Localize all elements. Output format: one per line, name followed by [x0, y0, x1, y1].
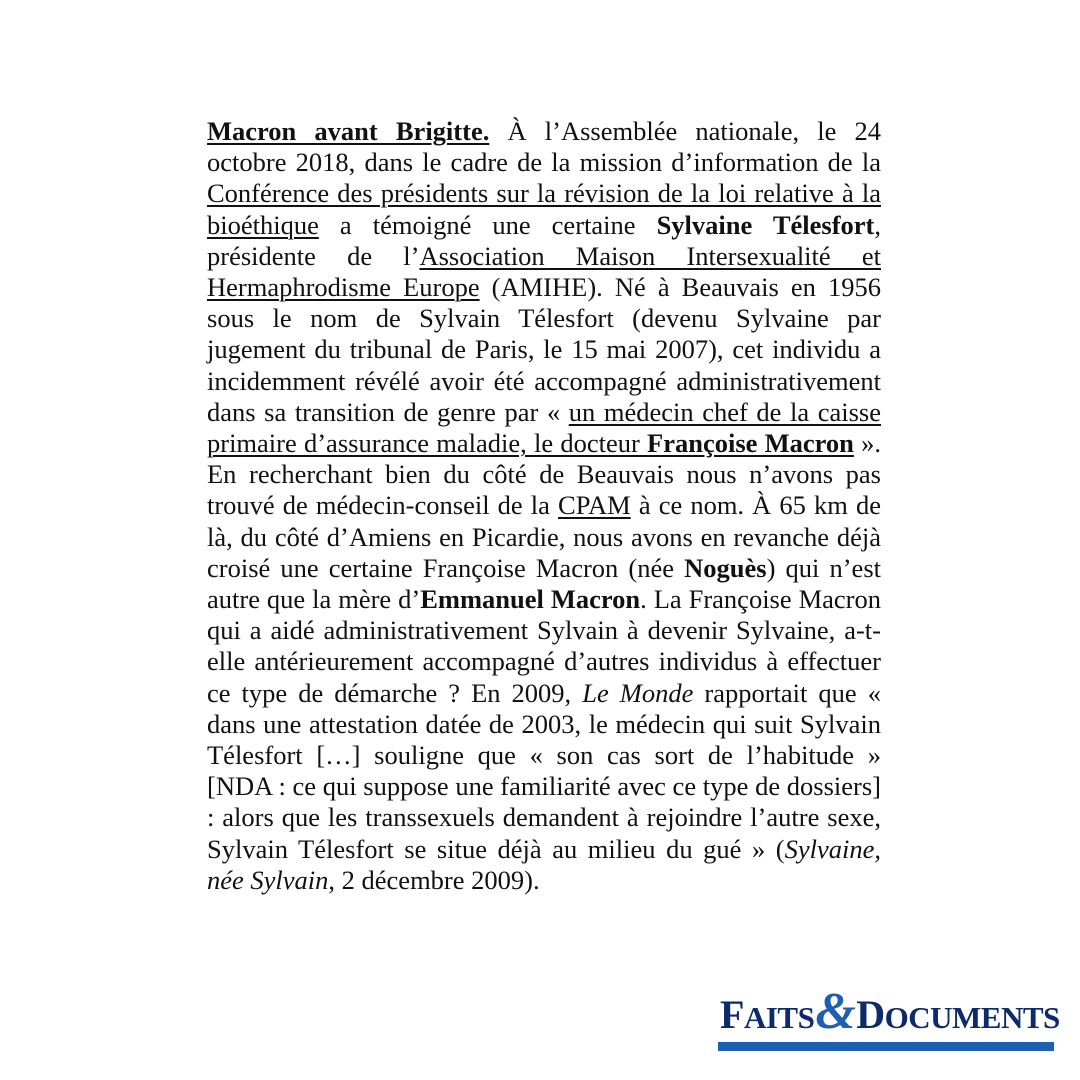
article-segment: Macron avant Brigitte. [207, 116, 490, 146]
logo-ampersand: & [815, 983, 856, 1040]
article-segment: Association Maison Intersexualité et Hermaphrodisme Europe [207, 240, 881, 303]
article-segment: , 2 décembre 2009). [328, 864, 540, 895]
logo-wordmark [720, 983, 1060, 1040]
article-segment: CPAM [558, 490, 631, 521]
article-segment: ». En recherchant bien du côté de Beauvais nous n’avons pas trouvé de médecin-conseil de la [207, 428, 882, 521]
logo-underline-bar [718, 1042, 1054, 1051]
article-segment: a témoigné une certaine [318, 209, 657, 240]
faits-et-documents-logo [718, 983, 1060, 1052]
article-segment: . La Françoise Macron qui a aidé administrativement Sylvain à devenir Sylvaine, a-t-elle antérieurement accompagné d’autres individus à effectuer ce type de démarche ? En 2009, [207, 584, 881, 708]
article-segment: Sylvaine, née Sylvain [207, 833, 881, 895]
article-segment: Noguès [684, 552, 767, 583]
logo-letter-f: F [720, 992, 744, 1037]
article-segment: ) qui n’est autre que la mère d’ [207, 552, 881, 615]
article-segment: rapportait que « dans une attestation datée de 2003, le médecin qui suit Sylvain Télesfort […] souligne que « son cas sort de l’habitude » [NDA : ce qui suppose une familiarité avec ce type de dossiers] : alors que les transsexuels demandent à rejoindre l’autre sexe, Sylvain Télesfort se situe déjà au milieu du gué » ( [207, 677, 881, 864]
logo-letters-aits: AITS [743, 1000, 815, 1035]
article-segment: À l’Assemblée nationale, le 24 octobre 2018, dans le cadre de la mission d’information de la [207, 116, 881, 178]
article-segment: Conférence des présidents sur la révision de la loi relative à la bioéthique [207, 178, 881, 240]
logo-letters-ocuments: OCUMENTS [884, 1000, 1060, 1035]
article-segment: Emmanuel Macron [420, 584, 641, 615]
article-segment: (AMIHE). Né à Beauvais en 1956 sous le nom de Sylvain Télesfort (devenu Sylvaine par jugement du tribunal de Paris, le 15 mai 2007), cet individu a incidemment révélé avoir été accompagné administrativement dans sa transition de genre par « [207, 272, 881, 427]
article-segment: Le Monde [582, 677, 694, 708]
article-segment: , présidente de l’ [207, 209, 881, 271]
article-segment: un médecin chef de la caisse primaire d’assurance maladie, le docteur [207, 396, 881, 459]
article-segment: Françoise Macron [647, 428, 854, 459]
article-segment: Sylvaine Télesfort [656, 209, 875, 240]
logo-letter-d: D [856, 992, 885, 1037]
article-segment: à ce nom. À 65 km de là, du côté d’Amiens en Picardie, nous avons en revanche déjà croisé une certaine Françoise Macron (née [207, 490, 881, 583]
article-text [207, 116, 881, 896]
